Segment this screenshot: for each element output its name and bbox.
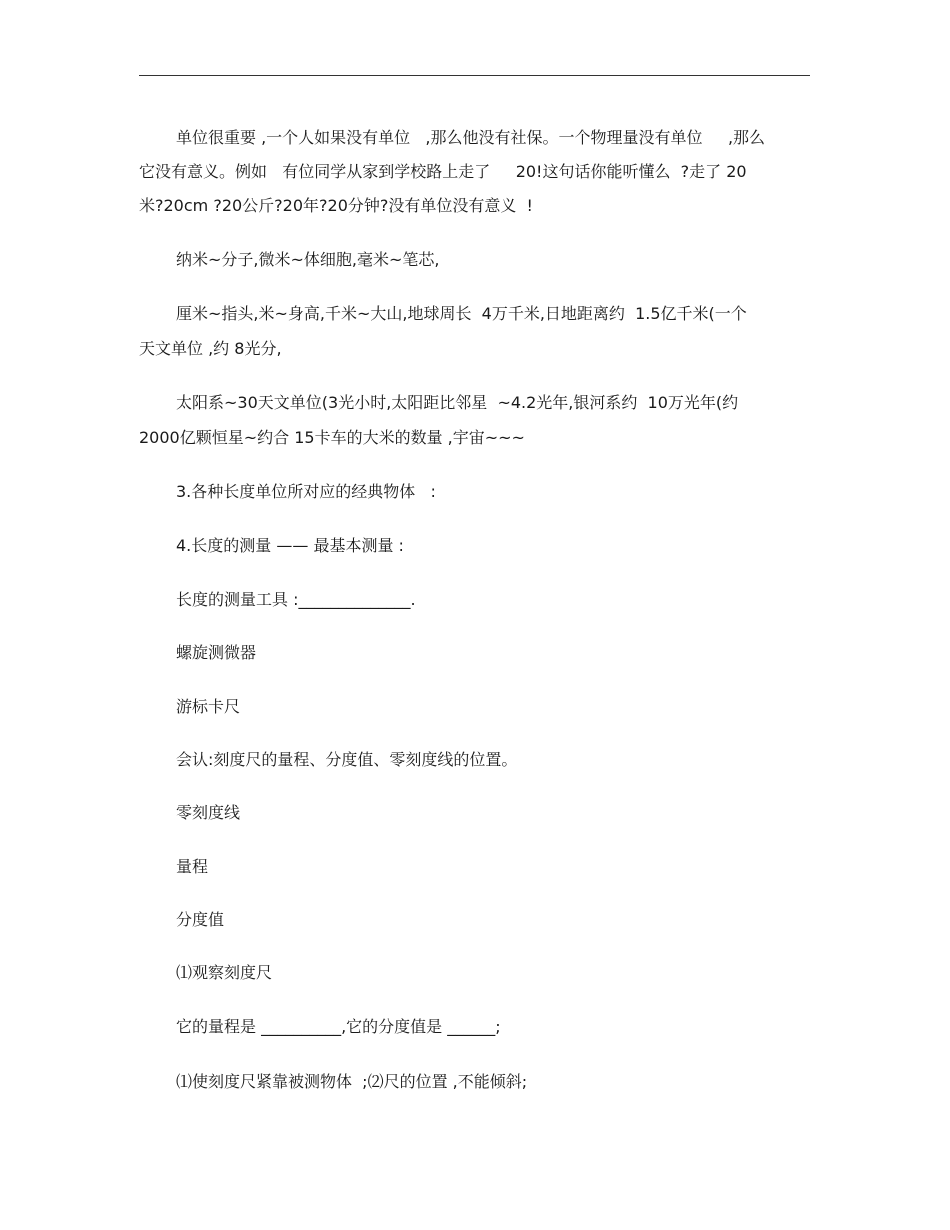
- text-line: 纳米~分子,微米~体细胞,毫米~笔芯,: [176, 250, 440, 269]
- section-heading: 4.长度的测量 —— 最基本测量 :: [176, 536, 404, 555]
- text-line: ⑴使刻度尺紧靠被测物体 ;⑵尺的位置 ,不能倾斜;: [176, 1072, 528, 1091]
- text-line: 会认:刻度尺的量程、分度值、零刻度线的位置。: [176, 750, 518, 769]
- text-line: 零刻度线: [176, 803, 241, 822]
- text-line: 米?20cm ?20公斤?20年?20分钟?没有单位没有意义 !: [139, 196, 533, 215]
- text-line: 它的量程是 __________,它的分度值是 ______;: [176, 1017, 501, 1036]
- text-line: 单位很重要 ,一个人如果没有单位 ,那么他没有社保。一个物理量没有单位 ,那么: [176, 128, 766, 147]
- text-line: 量程: [176, 857, 209, 876]
- text-line: 分度值: [176, 910, 225, 929]
- text-line: 太阳系~30天文单位(3光小时,太阳距比邻星 ~4.2光年,银河系约 10万光年(约: [176, 393, 739, 412]
- text-line: 它没有意义。例如 有位同学从家到学校路上走了 20!这句话你能听懂么 ?走了 20: [139, 162, 747, 181]
- section-heading: 3.各种长度单位所对应的经典物体 :: [176, 482, 436, 501]
- text-line: ⑴观察刻度尺: [176, 963, 273, 982]
- text-line: 游标卡尺: [176, 697, 241, 716]
- header-rule: [139, 75, 810, 76]
- text-line: 螺旋测微器: [176, 643, 257, 662]
- text-line: 天文单位 ,约 8光分,: [139, 339, 282, 358]
- text-line: 长度的测量工具 :______________.: [176, 590, 416, 609]
- text-line: 2000亿颗恒星~约合 15卡车的大米的数量 ,宇宙~~~: [139, 428, 525, 447]
- text-line: 厘米~指头,米~身高,千米~大山,地球周长 4万千米,日地距离约 1.5亿千米(一个: [176, 304, 747, 323]
